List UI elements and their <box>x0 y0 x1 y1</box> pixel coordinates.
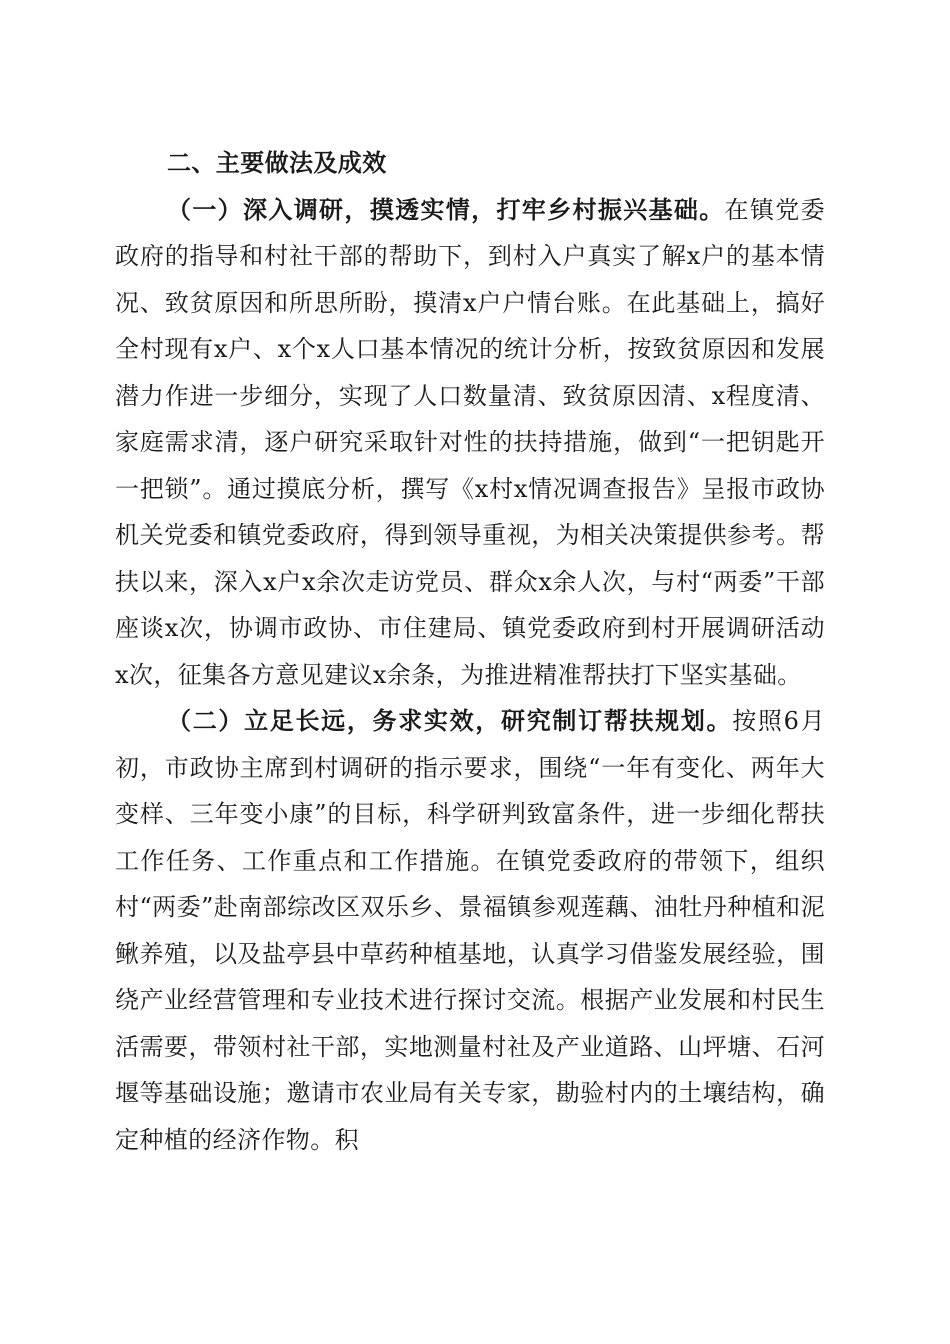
paragraph-body: 在镇党委政府的指导和村社干部的帮助下，到村入户真实了解x户的基本情况、致贫原因和所思所盼，摸清x户户情台账。在此基础上，搞好全村现有x户、x个x人口基本情况的统计分析，按致贫原因和发展潜力作进一步细分，实现了人口数量清、致贫原因清、x程度清、家庭需求清，逐户研究采取针对性的扶持措施，做到“一把钥匙开一把锁”。通过摸底分析，撰写《x村x情况调查报告》呈报市政协机关党委和镇党委政府，得到领导重视，为相关决策提供参考。帮扶以来，深入x户x余次走访党员、群众x余人次，与村“两委”干部座谈x次，协调市政协、市住建局、镇党委政府到村开展调研活动x次，征集各方意见建议x余条，为推进精准帮扶打下坚实基础。 <box>115 195 825 689</box>
paragraph-lead: （二）立足长远，务求实效，研究制订帮扶规划。 <box>167 706 733 735</box>
paragraph-research <box>115 187 825 699</box>
paragraph-planning <box>115 698 825 1163</box>
paragraph-body: 按照6月初，市政协主席到村调研的指示要求，围绕“一年有变化、两年大变样、三年变小康”的目标，科学研判致富条件，进一步细化帮扶工作任务、工作重点和工作措施。在镇党委政府的带领下，组织村“两委”赴南部综改区双乐乡、景福镇参观莲藕、油牡丹种植和泥鳅养殖，以及盐亭县中草药种植基地，认真学习借鉴发展经验，围绕产业经营管理和专业技术进行探讨交流。根据产业发展和村民生活需要，带领村社干部，实地测量村社及产业道路、山坪塘、石河堰等基础设施；邀请市农业局有关专家，勘验村内的土壤结构，确定种植的经济作物。积 <box>115 707 825 1154</box>
paragraph-lead: （一）深入调研，摸透实情，打牢乡村振兴基础。 <box>167 194 725 224</box>
document-body <box>115 140 825 1163</box>
section-heading: 二、主要做法及成效 <box>167 149 387 177</box>
